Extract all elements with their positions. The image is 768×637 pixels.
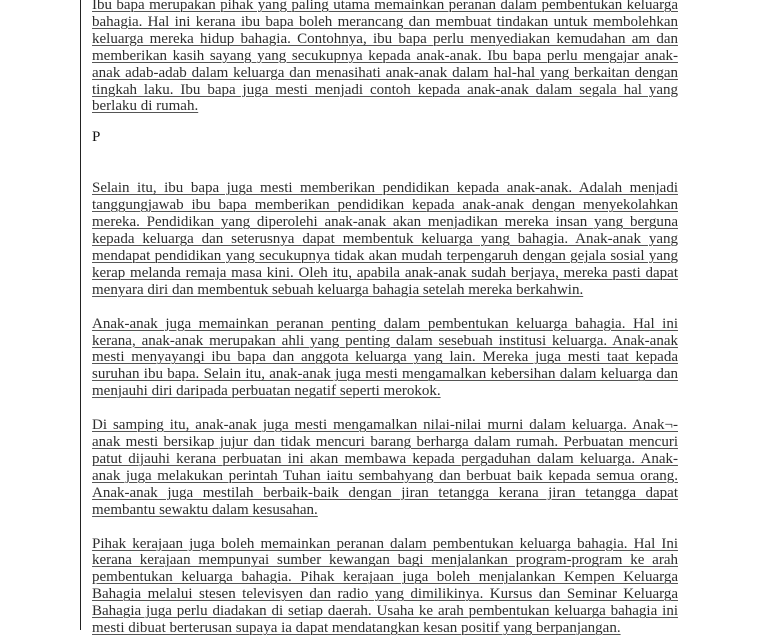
document-body: [92, 0, 678, 637]
paragraph-marker: P: [92, 129, 101, 146]
spacer: [92, 146, 678, 180]
paragraph-children-role: Anak-anak juga memainkan peranan penting dalam pembentukan keluarga bahagia. Hal ini kerana, anak-anak merupakan ahli yang penting dalam sesebuah institusi keluarga. Anak-anak mesti menyayangi ibu bapa dan anggota keluarga yang lain. Mereka juga mesti taat kepada suruhan ibu bapa. Selain itu, anak-anak juga mesti mengamalkan kebersihan dalam keluarga dan menjauhi diri daripada perbuatan negatif seperti merokok.: [92, 315, 678, 400]
document-page: [80, 0, 768, 637]
spacer: [92, 519, 678, 536]
paragraph-parents-education: Selain itu, ibu bapa juga mesti memberikan pendidikan kepada anak-anak. Adalah menjadi tanggungjawab ibu bapa memberikan pendidikan kepada anak-anak dengan menyekolahkan mereka. Pendidikan yang diperolehi anak-anak akan menjadikan mereka insan yang berguna kepada keluarga dan seterusnya dapat membentuk keluarga yang bahagia. Anak-anak yang mendapat pendidikan yang secukupnya tidak akan mudah terpengaruh dengan gejala sosial yang kerap melanda remaja masa kini. Oleh itu, apabila anak-anak sudah berjaya, mereka pasti dapat menyara diri dan membentuk sebuah keluarga bahagia setelah mereka berkahwin.: [92, 180, 678, 298]
spacer: [92, 299, 678, 316]
paragraph-parents-role: Ibu bapa merupakan pihak yang paling utama memainkan peranan dalam pembentukan keluarga bahagia. Hal ini kerana ibu bapa boleh merancang dan membuat tindakan untuk membolehkan keluarga mereka hidup bahagia. Contohnya, ibu bapa perlu menyediakan kemudahan am dan memberikan kasih sayang yang secukupnya kepada anak-anak. Ibu bapa perlu mengajar anak-anak adab-adab dalam keluarga dan menasihati anak-anak dalam hal-hal yang berkaitan dengan tingkah laku. Ibu bapa juga mesti menjadi contoh kepada anak-anak dalam segala hal yang berlaku di rumah.: [92, 0, 678, 115]
paragraph-government-role: Pihak kerajaan juga boleh memainkan peranan dalam pembentukan keluarga bahagia. Hal Ini kerana kerajaan mempunyai sumber kewangan bagi menjalankan program-program ke arah pembentukan keluarga bahagia. Pihak kerajaan juga boleh menjalankan Kempen Keluarga Bahagia melalui stesen televisyen dan radio yang dimilikinya. Kursus dan Seminar Keluarga Bahagia juga perlu diadakan di setiap daerah. Usaha ke arah pembentukan keluarga bahagia ini mesti dibuat berterusan supaya ia dapat mendatangkan kesan positif yang berpanjangan.: [92, 535, 678, 637]
spacer: [92, 400, 678, 417]
paragraph-children-values: Di samping itu, anak-anak juga mesti mengamalkan nilai-nilai murni dalam keluarga. Anak¬-anak mesti bersikap jujur dan tidak mencuri barang berharga dalam rumah. Perbuatan mencuri patut dijauhi kerana perbuatan ini akan membawa kepada pergaduhan dalam keluarga. Anak-anak juga melakukan perintah Tuhan iaitu sembahyang dan berbuat baik kepada semua orang. Anak-anak juga mestilah berbaik-baik dengan jiran tetangga kerana jiran tetangga dapat membantu sewaktu dalam kesusahan.: [92, 417, 678, 518]
